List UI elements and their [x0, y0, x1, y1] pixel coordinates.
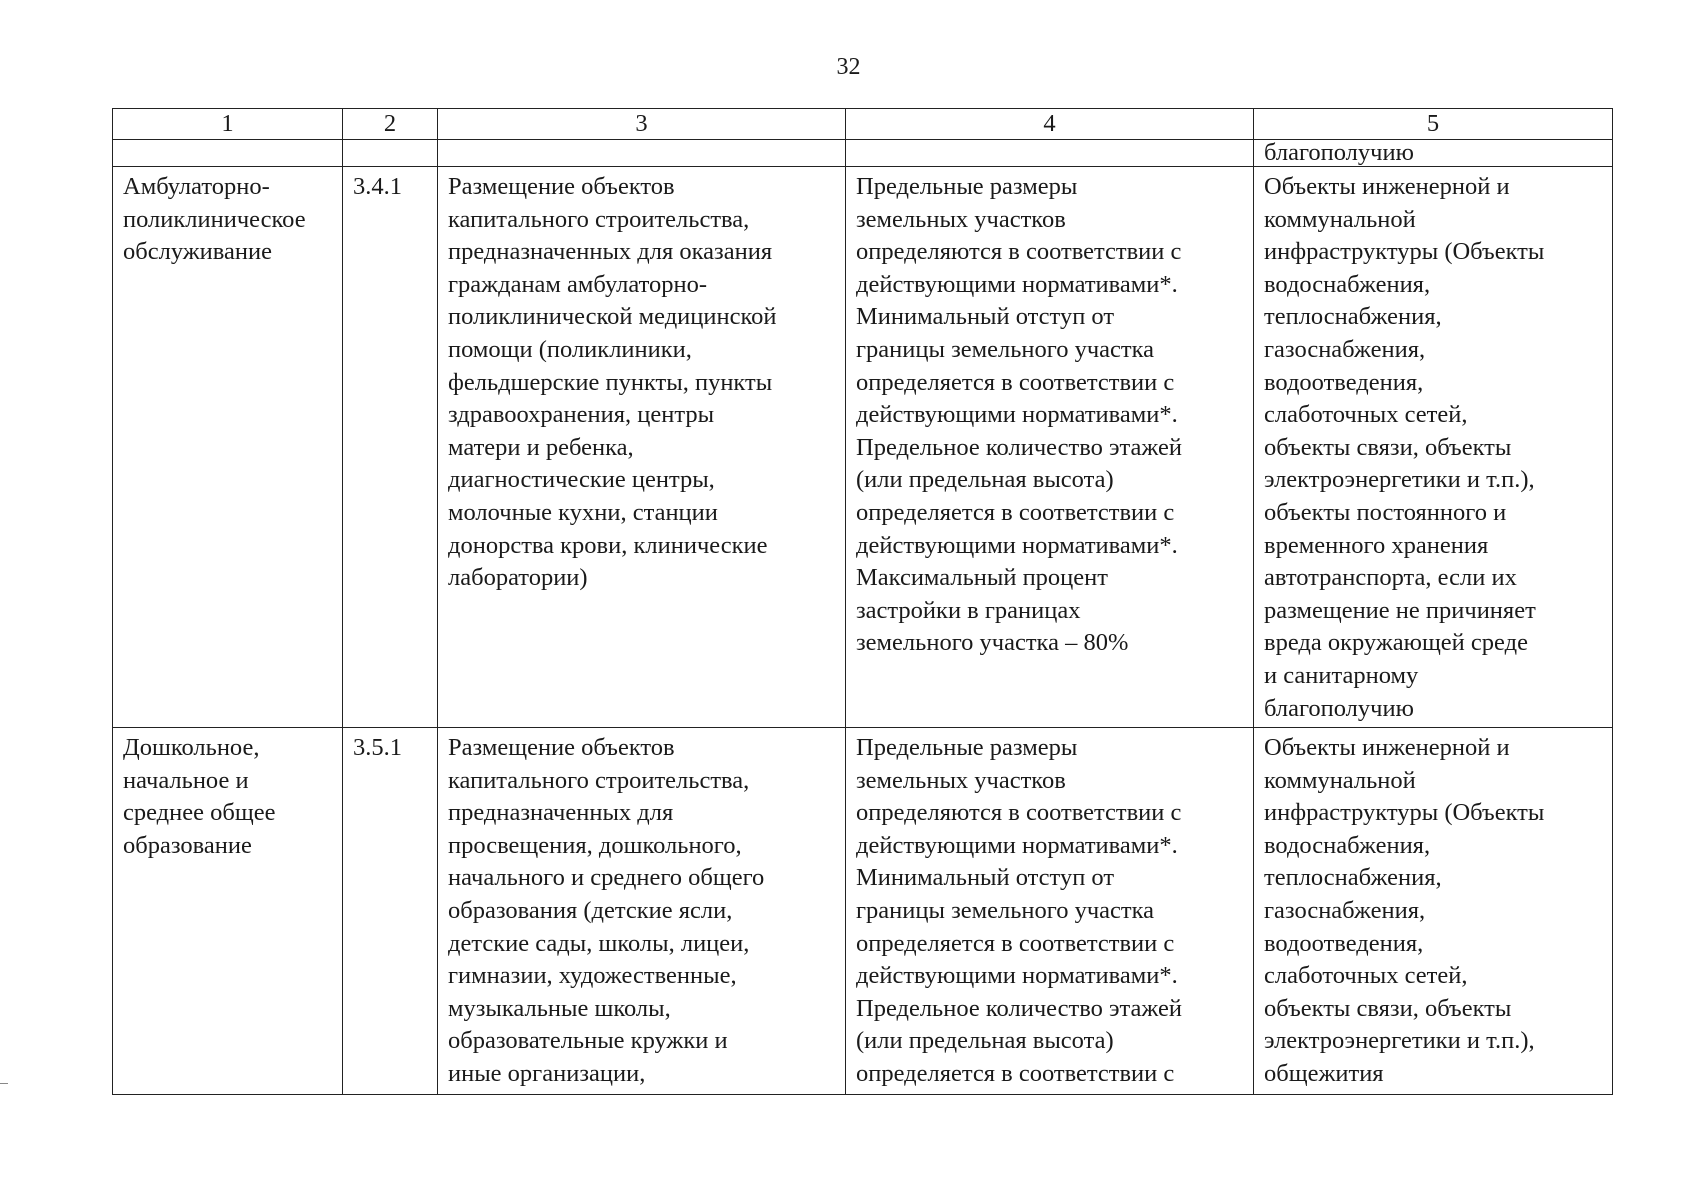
- auxiliary-uses: Объекты инженерной и коммунальной инфраструктуры (Объекты водоснабжения, теплоснабжения, газоснабжения, водоотведения, слаботочных сетей, объекты связи, объекты электроэнергетики и т.п.), объекты постоянного и временного хранения автотранспорта, если их размещение не причиняет вреда окружающей среде и санитарному благополучию: [1254, 167, 1613, 728]
- zoning-regulations-table: [112, 108, 1613, 1095]
- use-type-code: 3.5.1: [343, 728, 438, 1095]
- column-header: 2: [343, 109, 438, 140]
- column-header: 3: [438, 109, 846, 140]
- use-type-name: Дошкольное, начальное и среднее общее образование: [113, 728, 343, 1095]
- table-cell: [846, 140, 1254, 167]
- continuation-row: [113, 140, 1613, 167]
- scan-edge-mark: [0, 1083, 8, 1084]
- table-row: [113, 728, 1613, 1095]
- use-type-name: Амбулаторно- поликлиническое обслуживание: [113, 167, 343, 728]
- table-row: [113, 167, 1613, 728]
- table-cell: [113, 140, 343, 167]
- table-cell: [438, 140, 846, 167]
- table-cell: благополучию: [1254, 140, 1613, 167]
- column-header: 1: [113, 109, 343, 140]
- auxiliary-uses: Объекты инженерной и коммунальной инфраструктуры (Объекты водоснабжения, теплоснабжения, газоснабжения, водоотведения, слаботочных сетей, объекты связи, объекты электроэнергетики и т.п.), общежития: [1254, 728, 1613, 1095]
- table-header-row: [113, 109, 1613, 140]
- page-number: 32: [836, 54, 861, 80]
- use-type-description: Размещение объектов капитального строительства, предназначенных для просвещения, дошкольного, начального и среднего общего образования (детские ясли, детские сады, школы, лицеи, гимназии, художественные, музыкальные школы, образовательные кружки и иные организации,: [438, 728, 846, 1095]
- column-header: 5: [1254, 109, 1613, 140]
- limit-parameters: Предельные размеры земельных участков определяются в соответствии с действующими нормативами*. Минимальный отступ от границы земельного участка определяется в соответствии с действующими нормативами*. Предельное количество этажей (или предельная высота) определяется в соответствии с действующими нормативами*. Максимальный процент застройки в границах земельного участка – 80%: [846, 167, 1254, 728]
- use-type-description: Размещение объектов капитального строительства, предназначенных для оказания гражданам амбулаторно- поликлинической медицинской помощи (поликлиники, фельдшерские пункты, пункты здравоохранения, центры матери и ребенка, диагностические центры, молочные кухни, станции донорства крови, клинические лаборатории): [438, 167, 846, 728]
- limit-parameters: Предельные размеры земельных участков определяются в соответствии с действующими нормативами*. Минимальный отступ от границы земельного участка определяется в соответствии с действующими нормативами*. Предельное количество этажей (или предельная высота) определяется в соответствии с: [846, 728, 1254, 1095]
- use-type-code: 3.4.1: [343, 167, 438, 728]
- column-header: 4: [846, 109, 1254, 140]
- table-cell: [343, 140, 438, 167]
